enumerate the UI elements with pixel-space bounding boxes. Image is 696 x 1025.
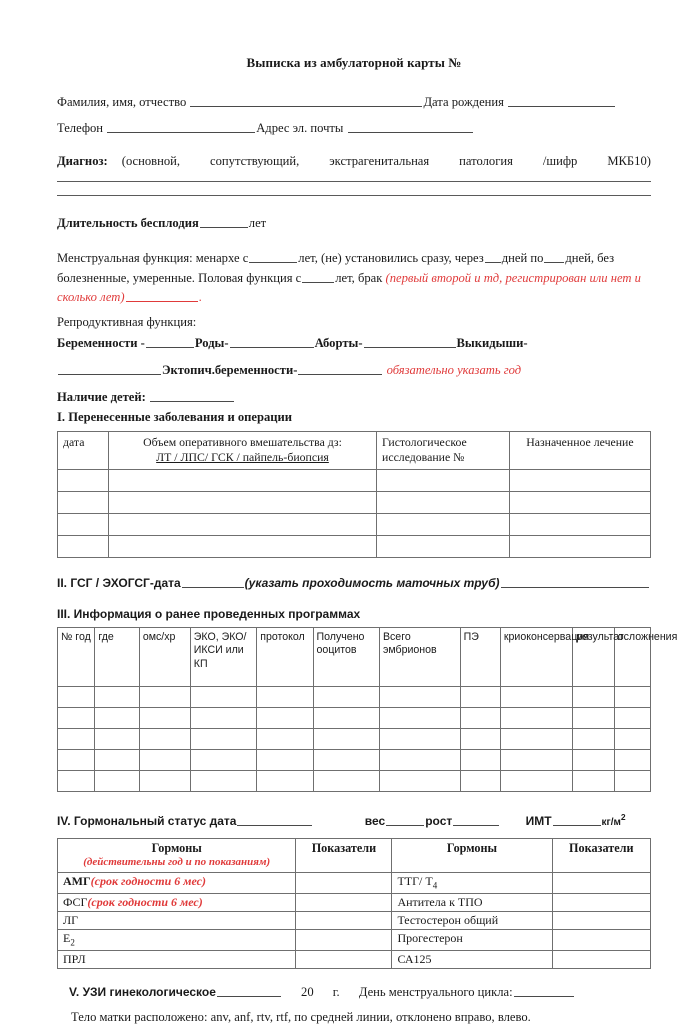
menarche-age-input[interactable] [249,249,297,263]
infertility-duration-input[interactable] [200,214,248,228]
pregnancies-input[interactable] [146,334,194,348]
birth-date-label: Дата рождения [423,95,504,109]
marriage-input[interactable] [126,288,198,302]
menstrual-text-5: болезненные, умеренные. Половая функция с [57,270,302,285]
cell-date[interactable] [58,513,109,535]
programs-col-cryo: криоконсервация [500,627,572,686]
section-2-note: (указать проходимость маточных труб) [244,575,500,590]
ultrasound-year-prefix: 20 [301,985,314,1000]
operations-col-treatment: Назначенное лечение [509,431,650,469]
bmi-input[interactable] [553,812,601,826]
hsg-date-input[interactable] [182,574,244,588]
weight-input[interactable] [386,812,424,826]
cell-value-amh[interactable] [296,872,392,893]
programs-col-number-year: № год [58,627,95,686]
diagnosis-part-1: сопутствующий, [210,154,300,168]
programs-col-complications: осложнения [614,627,650,686]
phone-input[interactable] [107,119,255,133]
diagnosis-write-line-1[interactable] [57,181,651,182]
cell-treatment[interactable] [509,469,650,491]
programs-col-pe: ПЭ [460,627,500,686]
table-row[interactable] [58,749,651,770]
period-length-input[interactable] [544,249,564,263]
hormones-table-body [58,872,651,969]
page-title: Выписка из амбулаторной карты № [246,55,462,70]
table-row[interactable] [58,513,651,535]
cell-value-testosterone[interactable] [552,911,650,929]
cell-histology[interactable] [377,513,510,535]
name-line [57,93,651,112]
ultrasound-date-input[interactable] [217,983,281,997]
hormones-left-note: (действительны год и по показаниям) [83,855,271,868]
full-name-label: Фамилия, имя, отчество [57,95,187,109]
menstrual-text-4: дней, без [565,251,615,265]
programs-table-header-row [58,627,651,686]
cell-value-ca125[interactable] [552,951,650,969]
programs-col-oms: омс/хр [139,627,190,686]
operations-table-header-row [58,431,651,469]
hormones-left-heading: Гормоны [151,840,202,855]
cell-scope[interactable] [108,535,376,557]
table-row[interactable] [58,707,651,728]
hormones-col-right-title: Гормоны [392,838,552,872]
programs-col-where: где [95,627,139,686]
full-name-input[interactable] [190,93,422,107]
ultrasound-year-suffix: г. [332,985,340,1000]
operations-col-date: дата [58,431,109,469]
hormones-table [57,838,651,970]
abortions-label: Аборты- [314,335,363,350]
section-4-label: IV. Гормональный статус дата [57,813,237,828]
table-row[interactable] [58,469,651,491]
cell-hormone-prl: ПРЛ [58,951,296,969]
menstrual-text-3: дней по [501,251,544,265]
programs-col-oocytes: Получено ооцитов [313,627,379,686]
table-row[interactable] [58,951,651,969]
cell-date[interactable] [58,469,109,491]
uterus-position-line: Тело матки расположено: anv, anf, rtv, rtf, по средней линии, отклонено вправо, влево. [71,1010,531,1025]
table-row[interactable] [58,535,651,557]
section-5-block [57,983,651,1025]
cell-hormone-testosterone: Тестостерон общий [392,911,552,929]
section-3-heading: III. Информация о ранее проведенных программах [57,606,361,621]
programs-table-body [58,686,651,791]
birth-date-input[interactable] [508,93,615,107]
miscarriages-label: Выкидыши- [456,335,528,350]
cell-value-prl[interactable] [296,951,392,969]
menstrual-function-paragraph [57,249,651,308]
diagnosis-part-0: (основной, [121,154,181,168]
cell-scope[interactable] [108,513,376,535]
operations-col-histology [377,431,510,469]
cell-value-tsh[interactable] [552,872,650,893]
marriage-note-line-1: (первый второй и тд, регистрирован или [385,270,608,285]
hormone-name-e2: Е [63,930,71,945]
reproductive-heading: Репродуктивная функция: [57,314,197,329]
children-label: Наличие детей: [57,389,146,404]
hormones-col-value-1: Показатели [296,838,392,872]
cell-hormone-tpo: Антитела к ТПО [392,893,552,911]
email-input[interactable] [348,119,473,133]
diagnosis-part-2: экстрагенитальная [329,154,430,168]
marriage-note-period: . [198,290,202,304]
cell-value-fsh[interactable] [296,893,392,911]
section-5-label: V. УЗИ гинекологическое [69,985,216,1000]
height-label: рост [425,813,453,828]
diagnosis-label: Диагноз: [57,154,108,168]
bmi-unit: кг/м [601,816,621,828]
children-line [57,388,651,407]
phone-label: Телефон [57,121,104,135]
marriage-note-line-2: нет и сколько лет) [57,270,641,304]
table-row[interactable] [58,929,651,950]
cell-scope[interactable] [108,491,376,513]
cell-value-progesterone[interactable] [552,929,650,950]
cell-date[interactable] [58,535,109,557]
reproductive-counts-line-1 [57,334,651,353]
cell-histology[interactable] [377,491,510,513]
cell-scope[interactable] [108,469,376,491]
bmi-label: ИМТ [525,813,552,828]
hormone-date-input[interactable] [237,812,312,826]
section-1-heading: I. Перенесенные заболевания и операции [57,409,293,424]
diagnosis-write-line-2[interactable] [57,195,651,196]
programs-col-protocol: протокол [257,627,313,686]
hormone-note-amh: (срок годности 6 мес) [90,873,206,888]
abortions-input[interactable] [364,334,456,348]
operations-col-histology-line1: Гистологическое [382,434,467,449]
cycle-day-label: День менструального цикла: [358,985,513,1000]
ectopic-year-note: обязательно указать год [386,362,522,377]
cell-hormone-lh: ЛГ [58,911,296,929]
cell-hormone-fsh [58,893,296,911]
weight-label: вес [364,813,386,828]
menstrual-text-1: Менструальная функция: менархе с [57,251,249,265]
cell-hormone-e2 [58,929,296,950]
programs-col-result: результат [573,627,615,686]
cell-hormone-progesterone: Прогестерон [392,929,552,950]
bmi-unit-exponent: 2 [620,811,626,822]
cycle-length-input[interactable] [485,249,501,263]
operations-col-scope-line1: Объем оперативного вмешательства дз: [143,434,342,449]
cell-value-tpo[interactable] [552,893,650,911]
menstrual-text-6: лет, брак [335,270,383,285]
cell-histology[interactable] [377,469,510,491]
births-input[interactable] [230,334,314,348]
programs-col-method: ЭКО, ЭКО/ИКСИ или КП [190,627,256,686]
operations-col-scope [108,431,376,469]
hormones-table-header-row [58,838,651,872]
cell-value-lh[interactable] [296,911,392,929]
sexual-debut-age-input[interactable] [302,269,334,283]
diagnosis-part-3: патология [459,154,513,168]
hormones-col-left-title [58,838,296,872]
table-row[interactable] [58,728,651,749]
hormone-name-amh: АМГ [63,873,91,888]
hormone-name-tsh: ТТГ/ Т [397,873,433,888]
table-row[interactable] [58,893,651,911]
section-2-line [57,574,651,593]
hsg-result-input[interactable] [501,574,649,588]
hormone-name-tsh-sub: 4 [432,879,438,890]
ectopic-label: Эктопич.беременности- [162,362,298,377]
cell-treatment[interactable] [509,491,650,513]
operations-col-scope-line2: ЛТ / ЛПС/ ГСК / пайпель-биопсия [156,449,329,464]
births-label: Роды- [194,335,229,350]
table-row[interactable] [58,872,651,893]
cell-hormone-amh [58,872,296,893]
programs-table [57,627,678,792]
diagnosis-part-5: МКБ10) [607,154,651,168]
infertility-duration-label: Длительность бесплодия [57,216,199,230]
cycle-day-input[interactable] [514,983,574,997]
section-4-line [57,808,651,832]
hormone-name-fsh: ФСГ [63,894,88,909]
hormone-note-fsh: (срок годности 6 мес) [87,894,203,909]
programs-col-embryos: Всего эмбрионов [379,627,460,686]
hormones-col-value-2: Показатели [552,838,650,872]
operations-table [57,431,651,558]
height-input[interactable] [453,812,499,826]
table-row[interactable] [58,911,651,929]
operations-col-histology-line2: исследование № [382,449,465,464]
cell-value-e2[interactable] [296,929,392,950]
contact-line [57,119,651,138]
cell-hormone-tsh [392,872,552,893]
section-2-label: II. ГСГ / ЭХОГСГ-дата [57,575,181,590]
diagnosis-row [57,154,651,169]
miscarriages-input[interactable] [58,361,161,375]
cell-treatment[interactable] [509,535,650,557]
email-label: Адрес эл. почты [256,121,344,135]
section-5-line [69,983,651,1002]
cell-treatment[interactable] [509,513,650,535]
table-row[interactable] [58,686,651,707]
identity-block [57,93,651,138]
infertility-duration-unit: лет [248,216,267,230]
menstrual-text-2: лет, (не) установились сразу, через [298,251,484,265]
infertility-duration-line [57,214,651,233]
ectopic-input[interactable] [298,361,382,375]
reproductive-counts-line-2 [57,361,651,380]
cell-histology[interactable] [377,535,510,557]
cell-date[interactable] [58,491,109,513]
pregnancies-label: Беременности - [57,335,145,350]
cell-hormone-ca125: СА125 [392,951,552,969]
operations-table-body [58,469,651,557]
diagnosis-part-4: /шифр [542,154,578,168]
table-row[interactable] [58,491,651,513]
children-input[interactable] [150,388,234,402]
hormone-name-e2-sub: 2 [70,937,75,948]
table-row[interactable] [58,770,651,791]
